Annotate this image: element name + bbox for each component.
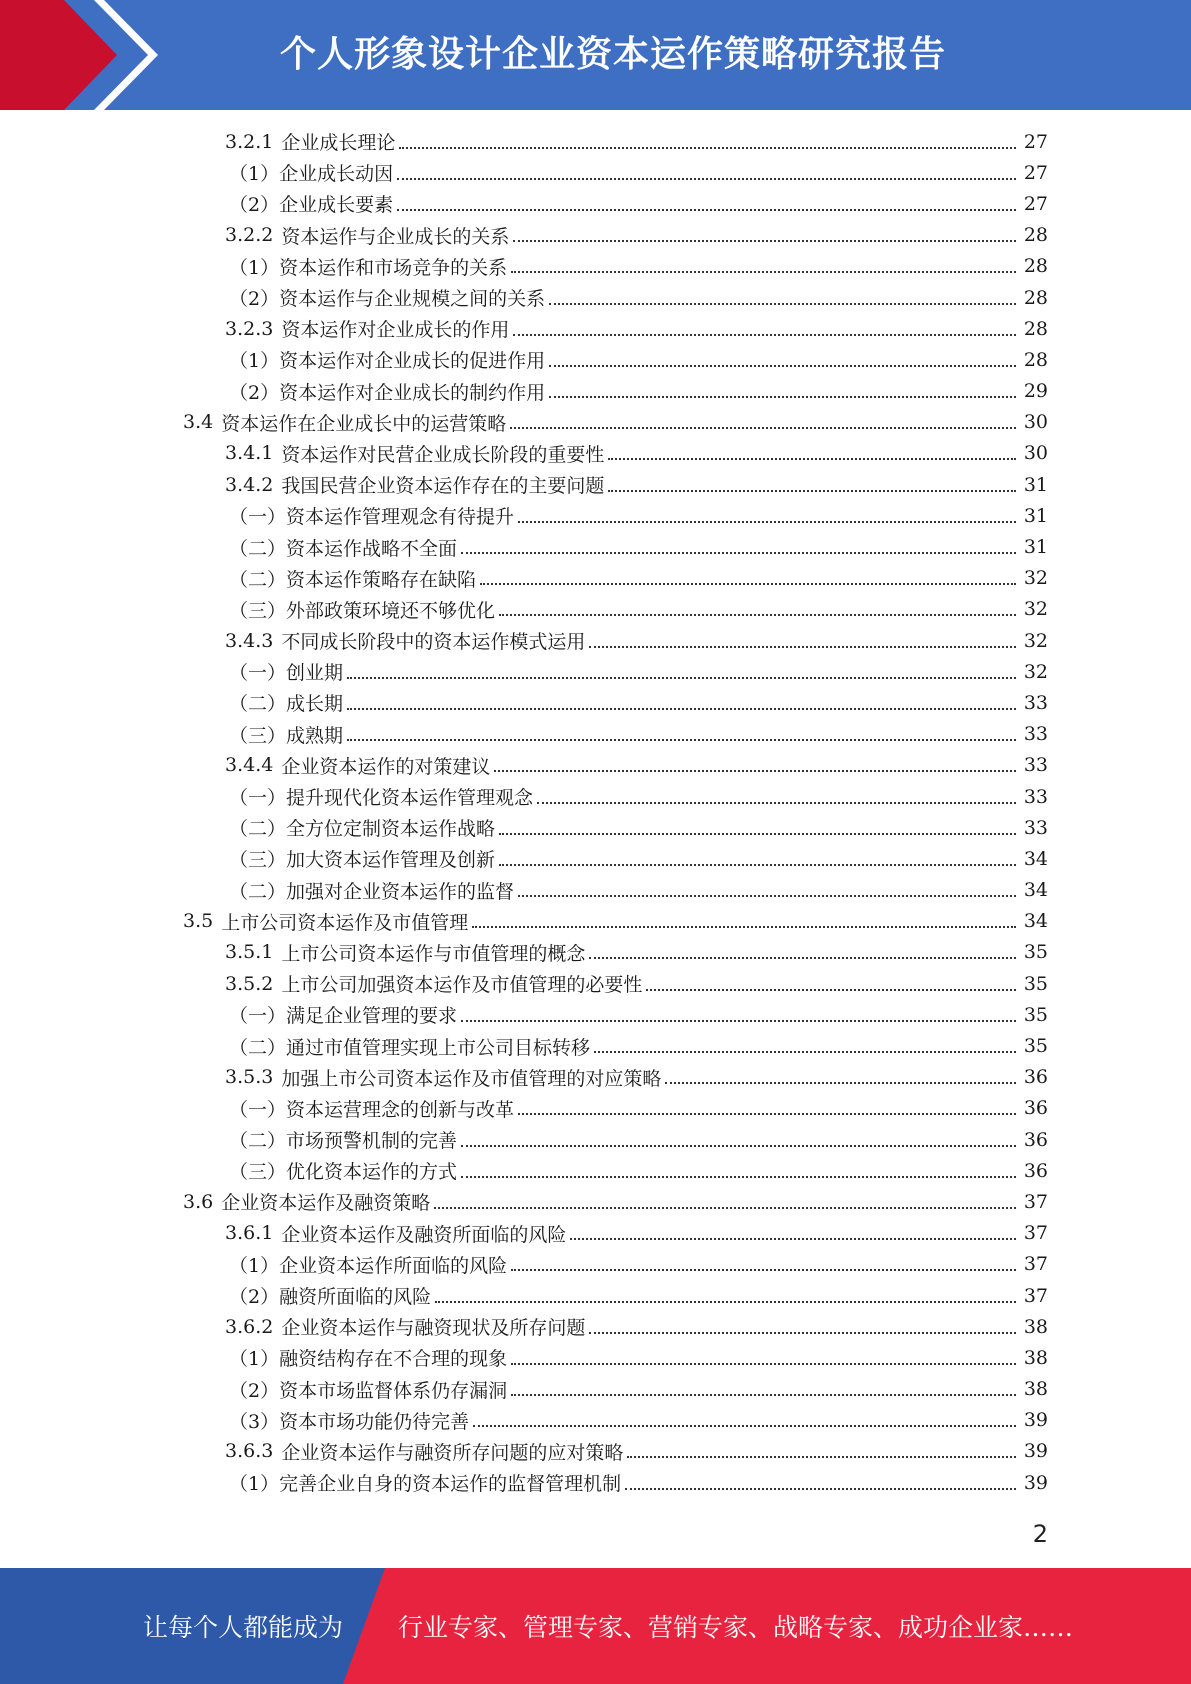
toc-entry-page: 32 (1023, 598, 1048, 621)
toc-dot-leader (627, 1456, 1016, 1458)
toc-entry-number: （1） (229, 1254, 280, 1277)
toc-entry-number: （2） (229, 288, 280, 311)
toc-entry[interactable] (229, 843, 1191, 874)
toc-entry-label: 我国民营企业资本运作存在的主要问题 (281, 475, 605, 498)
toc-entry-number: 3.6.2 (225, 1315, 274, 1338)
toc-entry[interactable] (229, 719, 1191, 750)
toc-entry-number: （二） (229, 880, 287, 903)
toc-entry-label: 资本运作对企业成长的促进作用 (279, 350, 546, 373)
toc-entry-number: 3.4.3 (225, 629, 274, 652)
toc-entry-page: 27 (1023, 192, 1048, 215)
toc-dot-leader (549, 396, 1016, 398)
toc-entry[interactable] (225, 750, 1191, 781)
toc-entry-number: （1） (229, 350, 280, 373)
toc-entry-number: （二） (229, 568, 287, 591)
page-footer (0, 1568, 1191, 1684)
toc-entry-number: （一） (229, 506, 287, 529)
toc-dot-leader (461, 1020, 1016, 1022)
toc-entry-number: 3.6.3 (225, 1440, 274, 1463)
toc-entry-page: 36 (1023, 1128, 1048, 1151)
toc-dot-leader (549, 303, 1016, 305)
toc-entry[interactable] (229, 812, 1191, 843)
toc-entry-number: 3.4.2 (225, 473, 274, 496)
toc-entry-page: 33 (1023, 691, 1048, 714)
toc-dot-leader (435, 1301, 1016, 1303)
toc-entry-label: 企业资本运作的对策建议 (281, 755, 491, 778)
toc-entry-page: 35 (1023, 972, 1048, 995)
toc-entry-label: 不同成长阶段中的资本运作模式运用 (281, 631, 586, 654)
toc-entry-label: 满足企业管理的要求 (286, 1005, 458, 1028)
toc-entry-page: 27 (1023, 161, 1048, 184)
toc-entry-number: 3.4.4 (225, 754, 274, 777)
toc-entry-label: 资本运作战略不全面 (286, 537, 458, 560)
toc-entry-label: 资本运作对企业成长的制约作用 (279, 381, 546, 404)
toc-entry-page: 33 (1023, 723, 1048, 746)
toc-entry-number: （一） (229, 787, 287, 810)
toc-dot-leader (646, 989, 1016, 991)
toc-entry-label: 外部政策环境还不够优化 (286, 599, 496, 622)
page-number: 2 (1032, 1520, 1048, 1548)
toc-dot-leader (608, 458, 1016, 460)
toc-entry[interactable] (229, 1467, 1191, 1498)
toc-entry-number: （一） (229, 1005, 287, 1028)
toc-entry-label: 融资所面临的风险 (279, 1286, 432, 1309)
footer-slogan-right: 行业专家、管理专家、营销专家、战略专家、成功企业家…… (398, 1613, 1074, 1642)
toc-entry-label: 资本运作在企业成长中的运营策略 (221, 412, 507, 435)
toc-entry-page: 33 (1023, 785, 1048, 808)
toc-dot-leader (511, 1363, 1016, 1365)
toc-entry-page: 39 (1023, 1471, 1048, 1494)
toc-entry[interactable] (229, 531, 1191, 562)
toc-dot-leader (499, 614, 1016, 616)
toc-entry-label: 资本运作管理观念有待提升 (286, 506, 515, 529)
toc-entry[interactable] (225, 1062, 1191, 1093)
toc-dot-leader (347, 739, 1016, 741)
toc-entry[interactable] (229, 594, 1191, 625)
toc-entry-label: 成熟期 (286, 724, 344, 747)
toc-entry-page: 31 (1023, 504, 1048, 527)
toc-dot-leader (518, 895, 1016, 897)
toc-entry-number: （三） (229, 849, 287, 872)
toc-entry[interactable] (229, 656, 1191, 687)
toc-dot-leader (518, 1113, 1016, 1115)
toc-entry-number: 3.5 (183, 910, 214, 933)
toc-entry[interactable] (229, 251, 1191, 282)
toc-dot-leader (513, 334, 1016, 336)
toc-entry-label: 创业期 (286, 662, 344, 685)
toc-entry-number: 3.4 (183, 411, 214, 434)
toc-dot-leader (473, 1425, 1016, 1427)
toc-entry[interactable] (229, 376, 1191, 407)
toc-entry-label: 资本运作策略存在缺陷 (286, 568, 477, 591)
toc-entry[interactable] (229, 1342, 1191, 1373)
toc-entry-label: 成长期 (286, 693, 344, 716)
toc-entry-page: 36 (1023, 1159, 1048, 1182)
toc-entry-number: 3.2.2 (225, 224, 274, 247)
toc-entry-label: 资本运作与企业成长的关系 (281, 225, 510, 248)
toc-entry[interactable] (225, 1436, 1191, 1467)
toc-entry-page: 32 (1023, 660, 1048, 683)
toc-dot-leader (461, 1145, 1016, 1147)
toc-entry[interactable] (225, 126, 1191, 157)
toc-dot-leader (511, 1269, 1016, 1271)
toc-entry-page: 35 (1023, 941, 1048, 964)
toc-entry-page: 37 (1023, 1222, 1048, 1245)
toc-entry[interactable] (229, 781, 1191, 812)
toc-entry[interactable] (229, 1093, 1191, 1124)
toc-dot-leader (510, 427, 1016, 429)
toc-entry[interactable] (229, 687, 1191, 718)
toc-dot-leader (537, 802, 1016, 804)
toc-entry[interactable] (225, 220, 1191, 251)
toc-dot-leader (461, 1176, 1016, 1178)
toc-entry-page: 34 (1023, 847, 1048, 870)
toc-entry[interactable] (229, 1374, 1191, 1405)
toc-entry-label: 优化资本运作的方式 (286, 1161, 458, 1184)
toc-dot-leader (347, 677, 1016, 679)
toc-entry[interactable] (229, 999, 1191, 1030)
toc-entry-label: 全方位定制资本运作战略 (286, 818, 496, 841)
toc-dot-leader (461, 552, 1016, 554)
toc-dot-leader (625, 1488, 1016, 1490)
toc-entry[interactable] (225, 625, 1191, 656)
toc-entry-number: （1） (229, 1348, 280, 1371)
toc-dot-leader (472, 926, 1016, 928)
toc-entry-number: （二） (229, 693, 287, 716)
toc-entry-label: 通过市值管理实现上市公司目标转移 (286, 1036, 591, 1059)
toc-entry-page: 28 (1023, 286, 1048, 309)
toc-entry-page: 38 (1023, 1315, 1048, 1338)
toc-entry[interactable] (225, 469, 1191, 500)
toc-entry-label: 加强上市公司资本运作及市值管理的对应策略 (281, 1067, 662, 1090)
toc-entry-page: 31 (1023, 473, 1048, 496)
toc-dot-leader (513, 240, 1016, 242)
toc-entry-number: 3.2.3 (225, 317, 274, 340)
toc-entry-label: 企业成长要素 (279, 194, 394, 217)
toc-entry-number: （3） (229, 1410, 280, 1433)
toc-entry[interactable] (225, 968, 1191, 999)
toc-entry-number: （1） (229, 256, 280, 279)
toc-dot-leader (434, 1207, 1016, 1209)
toc-entry-label: 资本运作对企业成长的作用 (281, 319, 510, 342)
toc-dot-leader (499, 833, 1016, 835)
toc-entry-page: 38 (1023, 1378, 1048, 1401)
toc-entry[interactable] (229, 500, 1191, 531)
toc-entry[interactable] (183, 906, 1191, 937)
toc-dot-leader (499, 864, 1016, 866)
toc-entry[interactable] (225, 1218, 1191, 1249)
toc-dot-leader (589, 1332, 1016, 1334)
report-title: 个人形象设计企业资本运作策略研究报告 (280, 34, 947, 75)
toc-entry-page: 37 (1023, 1190, 1048, 1213)
toc-entry-label: 提升现代化资本运作管理观念 (286, 787, 534, 810)
toc-entry-page: 28 (1023, 224, 1048, 247)
page-header (0, 0, 1191, 110)
toc-dot-leader (589, 957, 1016, 959)
toc-entry-label: 上市公司加强资本运作及市值管理的必要性 (281, 974, 643, 997)
toc-entry-page: 33 (1023, 816, 1048, 839)
toc-entry[interactable] (229, 563, 1191, 594)
toc-entry[interactable] (229, 875, 1191, 906)
toc-entry-label: 企业成长动因 (279, 163, 394, 186)
toc-entry[interactable] (229, 1155, 1191, 1186)
toc-entry-page: 27 (1023, 130, 1048, 153)
toc-entry-number: （1） (229, 163, 280, 186)
table-of-contents (0, 126, 1191, 1498)
toc-entry-number: （三） (229, 724, 287, 747)
toc-entry-page: 38 (1023, 1346, 1048, 1369)
toc-entry[interactable] (229, 1124, 1191, 1155)
toc-entry-label: 上市公司资本运作与市值管理的概念 (281, 942, 586, 965)
toc-entry[interactable] (183, 1186, 1191, 1217)
toc-dot-leader (589, 646, 1016, 648)
toc-dot-leader (549, 365, 1016, 367)
toc-entry-page: 37 (1023, 1253, 1048, 1276)
toc-entry-label: 上市公司资本运作及市值管理 (221, 911, 469, 934)
toc-entry-label: 完善企业自身的资本运作的监督管理机制 (279, 1473, 622, 1496)
toc-entry-label: 资本市场监督体系仍存漏洞 (279, 1379, 508, 1402)
toc-entry-page: 39 (1023, 1409, 1048, 1432)
toc-entry-number: （2） (229, 194, 280, 217)
toc-dot-leader (494, 770, 1016, 772)
toc-entry-label: 企业成长理论 (281, 132, 396, 155)
toc-dot-leader (511, 1394, 1016, 1396)
toc-entry[interactable] (225, 937, 1191, 968)
toc-entry-label: 资本市场功能仍待完善 (279, 1410, 470, 1433)
toc-entry-label: 企业资本运作与融资现状及所存问题 (281, 1317, 586, 1340)
toc-dot-leader (347, 708, 1016, 710)
toc-entry-page: 32 (1023, 629, 1048, 652)
toc-dot-leader (511, 271, 1016, 273)
toc-entry-page: 28 (1023, 348, 1048, 371)
toc-entry-number: （二） (229, 537, 287, 560)
toc-entry-page: 39 (1023, 1440, 1048, 1463)
toc-entry-number: 3.6 (183, 1190, 214, 1213)
toc-entry-page: 30 (1023, 442, 1048, 465)
toc-entry[interactable] (229, 1030, 1191, 1061)
toc-dot-leader (608, 490, 1016, 492)
toc-entry-label: 企业资本运作所面临的风险 (279, 1254, 508, 1277)
toc-entry-label: 加强对企业资本运作的监督 (286, 880, 515, 903)
toc-entry-label: 企业资本运作及融资策略 (221, 1192, 431, 1215)
toc-dot-leader (480, 583, 1016, 585)
toc-entry-number: 3.6.1 (225, 1222, 274, 1245)
toc-dot-leader (518, 521, 1016, 523)
toc-entry-number: （一） (229, 1098, 287, 1121)
toc-entry-label: 企业资本运作及融资所面临的风险 (281, 1223, 567, 1246)
toc-entry-label: 企业资本运作与融资所存问题的应对策略 (281, 1441, 624, 1464)
toc-entry[interactable] (229, 1405, 1191, 1436)
toc-entry-page: 34 (1023, 879, 1048, 902)
toc-entry[interactable] (225, 313, 1191, 344)
toc-dot-leader (397, 209, 1016, 211)
toc-entry-page: 34 (1023, 910, 1048, 933)
toc-entry-page: 30 (1023, 411, 1048, 434)
toc-entry-page: 28 (1023, 317, 1048, 340)
toc-entry-number: （三） (229, 599, 287, 622)
toc-entry[interactable] (229, 282, 1191, 313)
toc-entry-number: 3.5.3 (225, 1066, 274, 1089)
toc-entry[interactable] (225, 438, 1191, 469)
toc-entry-label: 加大资本运作管理及创新 (286, 849, 496, 872)
toc-entry-page: 29 (1023, 380, 1048, 403)
toc-entry-page: 36 (1023, 1097, 1048, 1120)
toc-entry-number: 3.4.1 (225, 442, 274, 465)
toc-entry-number: 3.5.1 (225, 941, 274, 964)
toc-entry-page: 33 (1023, 754, 1048, 777)
toc-entry-page: 31 (1023, 536, 1048, 559)
toc-entry-label: 资本运作对民营企业成长阶段的重要性 (281, 443, 605, 466)
toc-entry-number: （二） (229, 1130, 287, 1153)
toc-entry[interactable] (183, 407, 1191, 438)
toc-entry-number: （1） (229, 1473, 280, 1496)
toc-dot-leader (399, 147, 1016, 149)
toc-entry-number: （二） (229, 818, 287, 841)
toc-entry[interactable] (229, 1249, 1191, 1280)
toc-entry[interactable] (229, 1280, 1191, 1311)
toc-entry-label: 资本运作与企业规模之间的关系 (279, 288, 546, 311)
toc-dot-leader (397, 178, 1016, 180)
toc-entry-number: （2） (229, 1379, 280, 1402)
toc-entry-page: 35 (1023, 1003, 1048, 1026)
toc-entry-page: 35 (1023, 1035, 1048, 1058)
toc-entry-label: 市场预警机制的完善 (286, 1130, 458, 1153)
toc-entry[interactable] (229, 188, 1191, 219)
toc-entry-label: 资本运营理念的创新与改革 (286, 1098, 515, 1121)
toc-entry-number: （三） (229, 1161, 287, 1184)
toc-entry-page: 28 (1023, 255, 1048, 278)
toc-entry-label: 融资结构存在不合理的现象 (279, 1348, 508, 1371)
toc-entry-page: 36 (1023, 1066, 1048, 1089)
toc-entry-page: 37 (1023, 1284, 1048, 1307)
toc-entry-number: （2） (229, 381, 280, 404)
toc-dot-leader (594, 1051, 1016, 1053)
toc-entry-number: （一） (229, 662, 287, 685)
toc-entry[interactable] (229, 157, 1191, 188)
toc-entry-page: 32 (1023, 567, 1048, 590)
toc-entry[interactable] (225, 1311, 1191, 1342)
footer-slogan-left: 让每个人都能成为 (143, 1613, 344, 1642)
toc-entry-number: 3.2.1 (225, 130, 274, 153)
toc-entry-label: 资本运作和市场竞争的关系 (279, 256, 508, 279)
toc-entry-number: （2） (229, 1286, 280, 1309)
toc-entry[interactable] (229, 344, 1191, 375)
toc-dot-leader (570, 1238, 1016, 1240)
toc-entry-number: （二） (229, 1036, 287, 1059)
toc-entry-number: 3.5.2 (225, 972, 274, 995)
toc-dot-leader (665, 1082, 1016, 1084)
